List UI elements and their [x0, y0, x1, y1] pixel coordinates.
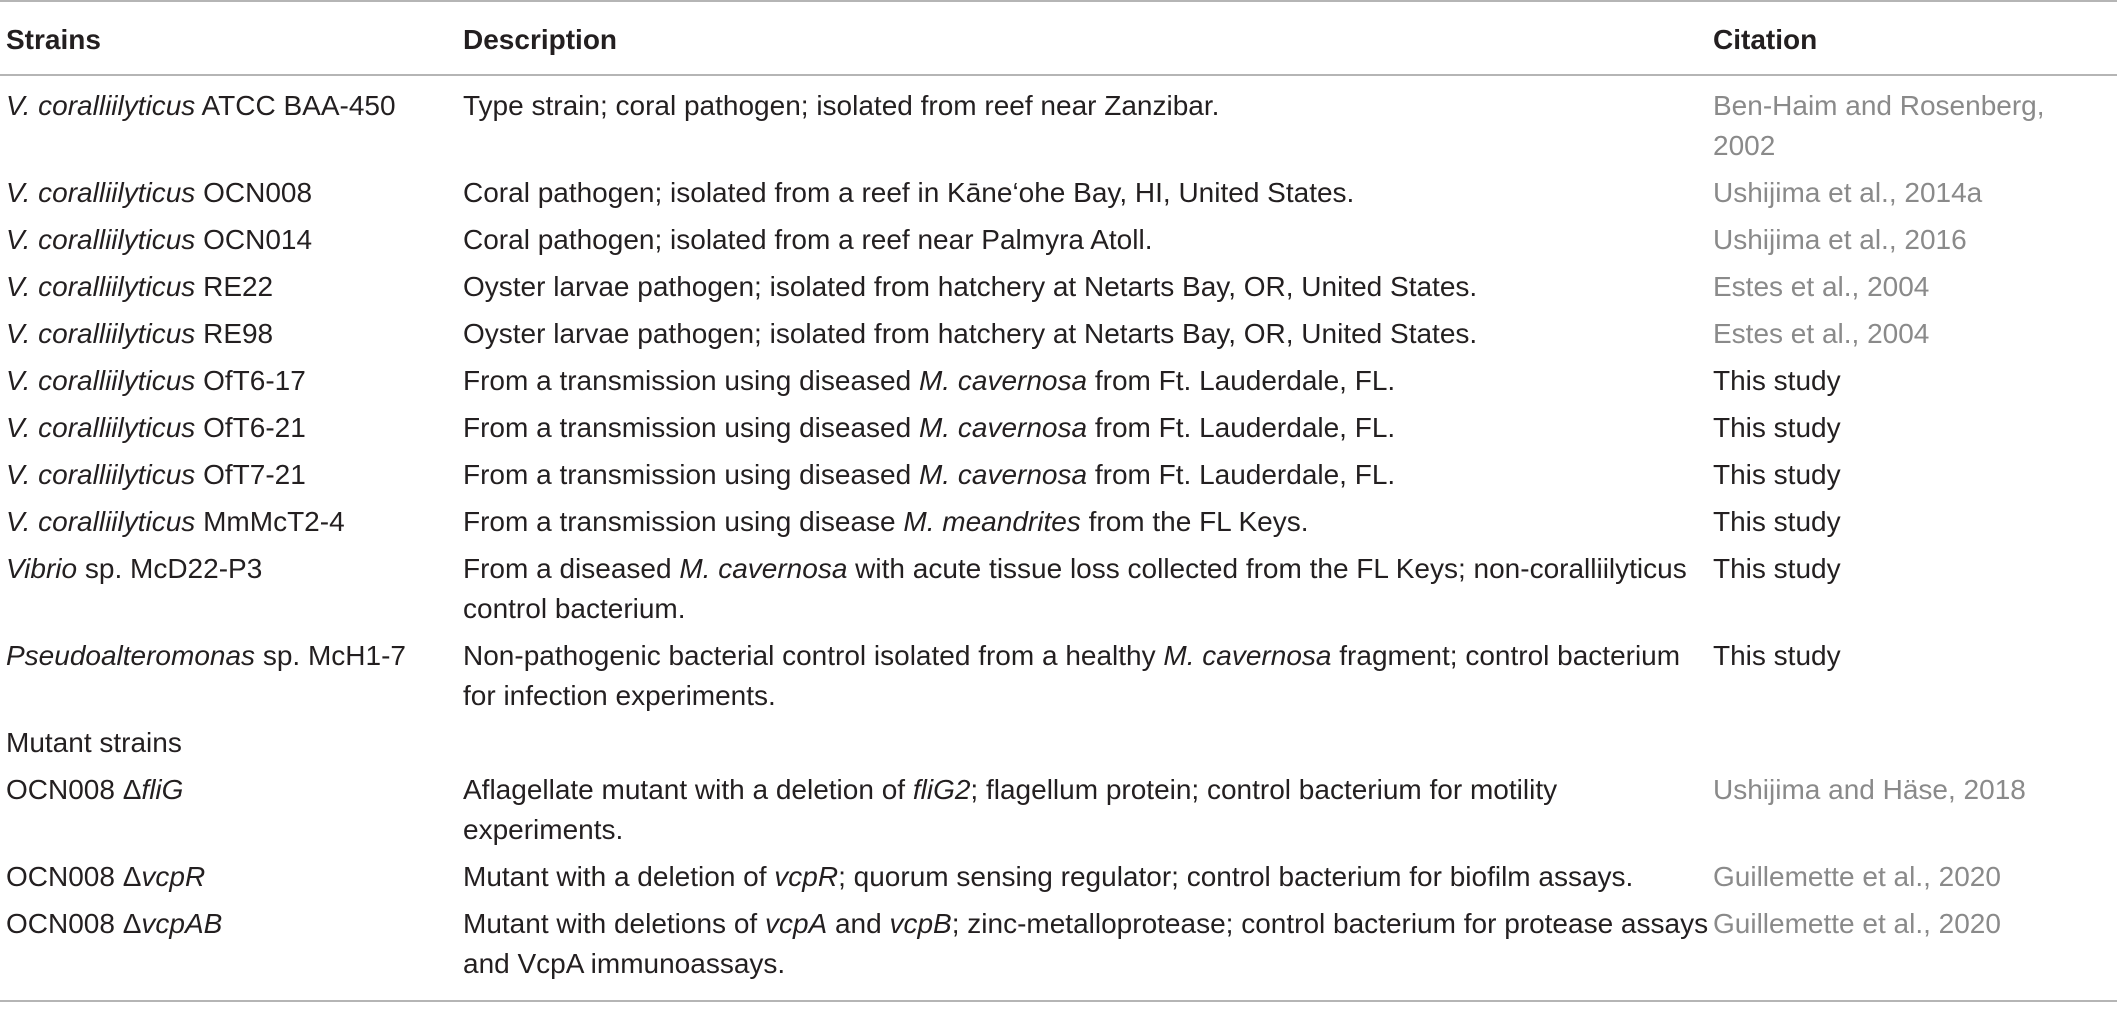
strain-segment: OfT6-17 — [195, 365, 306, 396]
strain-segment: sp. McD22-P3 — [77, 553, 263, 584]
table-body — [0, 75, 2117, 1001]
strain-segment: Pseudoalteromonas — [6, 640, 256, 671]
citation-cell — [1713, 357, 2117, 404]
header-row — [0, 1, 2117, 75]
strain-segment: V. coralliilyticus — [6, 365, 196, 396]
description-segment: Oyster larvae pathogen; isolated from hatchery at Netarts Bay, OR, United States. — [463, 318, 1478, 349]
description-segment: vcpB — [889, 908, 952, 939]
citation-cell — [1713, 404, 2117, 451]
description-segment: M. cavernosa — [918, 412, 1088, 443]
section-row — [0, 719, 2117, 766]
description-segment: M. cavernosa — [679, 553, 848, 584]
table-row — [0, 357, 2117, 404]
citation-text: This study — [1713, 506, 1841, 537]
description-segment: From a transmission using diseased — [463, 365, 919, 396]
description-cell — [463, 263, 1713, 310]
strain-segment: V. coralliilyticus — [6, 177, 196, 208]
description-segment: From a transmission using diseased — [463, 412, 919, 443]
table-header — [0, 1, 2117, 75]
citation-cell — [1713, 451, 2117, 498]
description-segment: Type strain; coral pathogen; isolated from reef near Zanzibar. — [463, 90, 1220, 121]
citation-text: This study — [1713, 640, 1841, 671]
section-label-mutant-strains: Mutant strains — [6, 727, 182, 758]
citation-text: This study — [1713, 365, 1841, 396]
table-row — [0, 632, 2117, 719]
strain-segment: V. coralliilyticus — [6, 506, 196, 537]
header-description: Description — [463, 1, 1713, 75]
strain-cell — [0, 404, 463, 451]
description-segment: ; quorum sensing regulator; control bacterium for biofilm assays. — [838, 861, 1634, 892]
citation-cell — [1713, 545, 2117, 632]
table-row — [0, 545, 2117, 632]
strain-cell — [0, 498, 463, 545]
description-segment: ; flagellum protein; control bacterium for motility experiments. — [463, 774, 1558, 845]
strain-segment: MmMcT2-4 — [195, 506, 345, 537]
strain-segment: V. coralliilyticus — [6, 224, 196, 255]
strain-cell — [0, 545, 463, 632]
strain-cell — [0, 216, 463, 263]
citation-link[interactable]: Guillemette et al., 2020 — [1713, 908, 2001, 939]
strain-cell — [0, 310, 463, 357]
description-segment: Non-pathogenic bacterial control isolated from a healthy — [463, 640, 1164, 671]
citation-cell — [1713, 169, 2117, 216]
strain-segment: OCN014 — [195, 224, 313, 255]
citation-link[interactable]: Ushijima and Häse, 2018 — [1713, 774, 2026, 805]
table-row — [0, 853, 2117, 900]
citation-text: This study — [1713, 459, 1841, 490]
citation-link[interactable]: Estes et al., 2004 — [1713, 318, 1930, 349]
citation-link[interactable]: Ben-Haim and Rosenberg, 2002 — [1713, 90, 2045, 161]
table-row — [0, 404, 2117, 451]
strain-segment: OCN008 Δ — [6, 774, 142, 805]
description-segment: with acute tissue loss collected from the FL Keys; non-coralliilyticus control bacterium. — [463, 553, 1687, 624]
description-cell — [463, 451, 1713, 498]
description-cell — [463, 357, 1713, 404]
table-row — [0, 766, 2117, 853]
description-cell — [463, 216, 1713, 263]
description-segment: From a diseased — [463, 553, 680, 584]
description-cell — [463, 766, 1713, 853]
description-segment: From a transmission using diseased — [463, 459, 919, 490]
table-row — [0, 498, 2117, 545]
strain-segment: fliG — [141, 774, 184, 805]
citation-cell — [1713, 263, 2117, 310]
strain-segment: RE98 — [195, 318, 274, 349]
citation-link[interactable]: Guillemette et al., 2020 — [1713, 861, 2001, 892]
strain-cell — [0, 632, 463, 719]
description-cell — [463, 498, 1713, 545]
citation-text: This study — [1713, 412, 1841, 443]
description-segment: from Ft. Lauderdale, FL. — [1087, 412, 1396, 443]
strain-segment: OfT7-21 — [195, 459, 306, 490]
description-cell — [463, 545, 1713, 632]
table-row — [0, 451, 2117, 498]
description-segment: and — [827, 908, 890, 939]
citation-cell — [1713, 216, 2117, 263]
description-segment: ; zinc-metalloprotease; control bacterium for protease assays and VcpA immunoassays. — [463, 908, 1709, 979]
description-segment: M. cavernosa — [918, 365, 1088, 396]
description-segment: vcpR — [774, 861, 839, 892]
citation-cell — [1713, 900, 2117, 1001]
strain-segment: OCN008 Δ — [6, 861, 142, 892]
description-segment: M. cavernosa — [918, 459, 1088, 490]
citation-cell — [1713, 75, 2117, 169]
strain-cell — [0, 75, 463, 169]
description-cell — [463, 310, 1713, 357]
description-cell — [463, 632, 1713, 719]
description-segment: from the FL Keys. — [1080, 506, 1309, 537]
description-segment: from Ft. Lauderdale, FL. — [1087, 459, 1396, 490]
strain-segment: V. coralliilyticus — [6, 459, 196, 490]
description-cell — [463, 853, 1713, 900]
citation-link[interactable]: Ushijima et al., 2016 — [1713, 224, 1967, 255]
citation-link[interactable]: Estes et al., 2004 — [1713, 271, 1930, 302]
description-segment: M. cavernosa — [1163, 640, 1332, 671]
header-strains: Strains — [0, 1, 463, 75]
description-segment: from Ft. Lauderdale, FL. — [1087, 365, 1396, 396]
strain-segment: Vibrio — [6, 553, 78, 584]
description-segment: Oyster larvae pathogen; isolated from hatchery at Netarts Bay, OR, United States. — [463, 271, 1478, 302]
description-segment: M. meandrites — [903, 506, 1081, 537]
table-row — [0, 263, 2117, 310]
description-segment: Mutant with a deletion of — [463, 861, 775, 892]
description-segment: Aflagellate mutant with a deletion of — [463, 774, 913, 805]
citation-cell — [1713, 310, 2117, 357]
citation-cell — [1713, 632, 2117, 719]
strain-segment: V. coralliilyticus — [6, 90, 196, 121]
description-cell — [463, 75, 1713, 169]
description-segment: From a transmission using disease — [463, 506, 904, 537]
strain-cell — [0, 766, 463, 853]
strain-cell — [0, 263, 463, 310]
citation-cell — [1713, 853, 2117, 900]
strain-cell — [0, 451, 463, 498]
strain-segment: V. coralliilyticus — [6, 412, 196, 443]
strain-segment: sp. McH1-7 — [255, 640, 406, 671]
strain-cell — [0, 357, 463, 404]
table-row — [0, 169, 2117, 216]
strain-cell — [0, 169, 463, 216]
strain-segment: ATCC BAA-450 — [195, 90, 396, 121]
strain-segment: V. coralliilyticus — [6, 271, 196, 302]
description-cell — [463, 169, 1713, 216]
table-row — [0, 310, 2117, 357]
strain-cell — [0, 853, 463, 900]
description-segment: vcpA — [764, 908, 828, 939]
citation-cell — [1713, 498, 2117, 545]
description-segment: fliG2 — [912, 774, 971, 805]
strain-segment: vcpAB — [141, 908, 223, 939]
strain-segment: vcpR — [141, 861, 206, 892]
strain-segment: OfT6-21 — [195, 412, 306, 443]
description-segment: fragment; control bacterium for infection experiments. — [463, 640, 1681, 711]
description-segment: Coral pathogen; isolated from a reef near Palmyra Atoll. — [463, 224, 1153, 255]
strain-cell — [0, 900, 463, 1001]
description-cell — [463, 404, 1713, 451]
header-citation: Citation — [1713, 1, 2117, 75]
citation-cell — [1713, 766, 2117, 853]
strain-segment: OCN008 Δ — [6, 908, 142, 939]
description-segment: Mutant with deletions of — [463, 908, 765, 939]
description-cell — [463, 900, 1713, 1001]
citation-link[interactable]: Ushijima et al., 2014a — [1713, 177, 1983, 208]
strain-segment: V. coralliilyticus — [6, 318, 196, 349]
table-row — [0, 900, 2117, 1001]
table-row — [0, 216, 2117, 263]
strain-segment: RE22 — [195, 271, 274, 302]
strain-segment: OCN008 — [195, 177, 313, 208]
citation-text: This study — [1713, 553, 1841, 584]
table-row — [0, 75, 2117, 169]
description-segment: Coral pathogen; isolated from a reef in Kāne‘ohe Bay, HI, United States. — [463, 177, 1355, 208]
